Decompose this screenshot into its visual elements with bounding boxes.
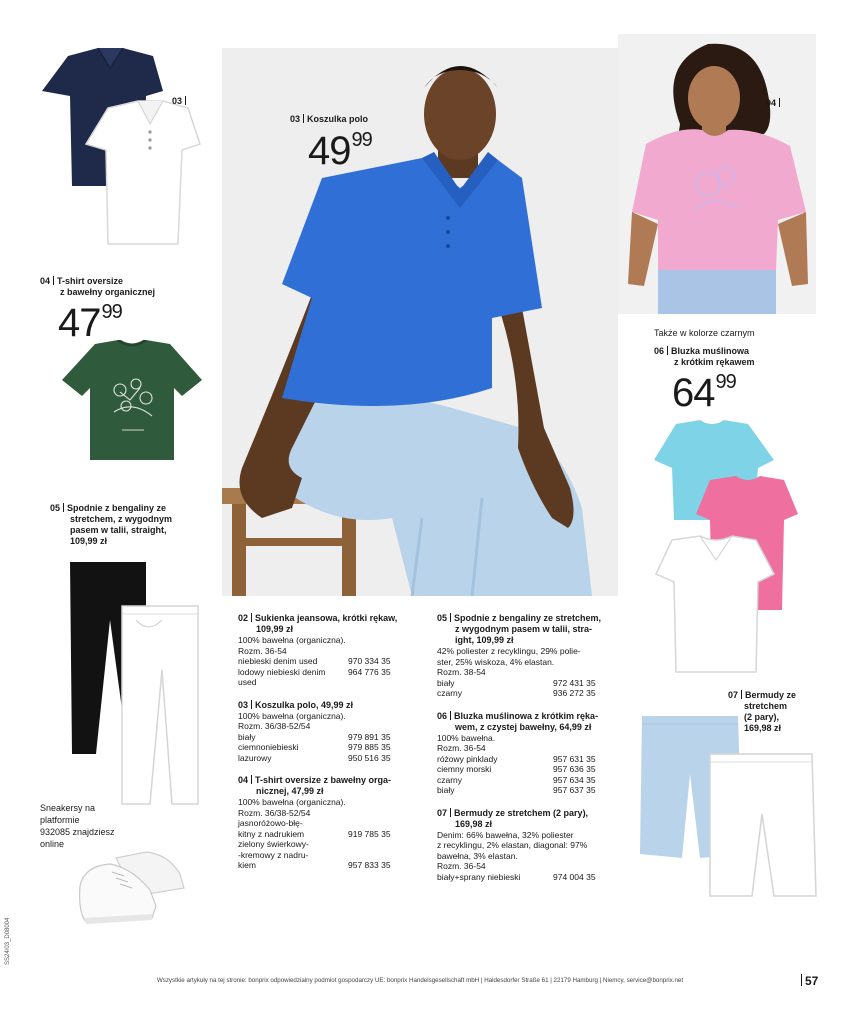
detail-03-title: 03 Koszulka polo, 49,99 zł xyxy=(238,699,354,710)
detail-02-title: 02 Sukienka jeansowa, krótki rękaw, xyxy=(238,613,398,623)
detail-06-size: Rozm. 36-54 xyxy=(437,743,486,753)
detail-05-title-2: z wygodnym pasem w talii, stra- xyxy=(455,624,593,634)
detail-row: czarny 936 272 35 xyxy=(437,688,596,698)
detail-07-title: 07 Bermudy ze stretchem (2 pary), xyxy=(437,807,589,818)
tshirt-label: 04 T-shirt oversize z bawełny organicznej xyxy=(40,276,156,297)
detail-07-material: Denim: 66% bawełna, 32% poliester xyxy=(437,829,574,840)
hero-label: 03 Koszulka polo xyxy=(290,114,369,124)
detail-06-price: wem, z czystej bawełny, 64,99 zł xyxy=(455,721,592,732)
detail-row: lodowy niebieski denim 964 776 35 xyxy=(238,666,391,677)
detail-row: ciemny morski 957 636 35 xyxy=(437,764,596,774)
detail-row: ciemnoniebieski 979 885 35 xyxy=(238,742,391,752)
bermudas-label: 07 Bermudy ze stretchem (2 pary), 169,98 zł xyxy=(728,690,797,733)
detail-row: biały 972 431 35 xyxy=(437,677,596,688)
detail-row: czarny 957 634 35 xyxy=(437,774,596,785)
detail-07-price: 169,98 zł xyxy=(455,818,493,829)
footer-legal-text: Wszystkie artykuły na tej stronie: bonprix odpowiedzialny podmiot gospodarczy UE: bonprix Handelsgesellschaft mbH | Haldesdorfer Straße 61 | 22179 Hamburg | Niemcy, service@bonprix.net xyxy=(156,977,684,984)
detail-02-price: 109,99 zł xyxy=(256,624,294,634)
hero-price: 4999 xyxy=(308,129,372,173)
detail-04-material: 100% bawełna (organiczna). xyxy=(238,797,346,807)
pants-label: 05 Spodnie z bengaliny ze stretchem, z wygodnym pasem w talii, straight, 109,99 zł xyxy=(50,503,173,546)
detail-row: lazurowy 950 516 35 xyxy=(238,752,391,763)
details-right-column xyxy=(437,613,615,882)
detail-03-material: 100% bawełna (organiczna). xyxy=(238,710,346,721)
detail-row: zielony świerkowy- xyxy=(238,839,309,849)
detail-07-material-2: z recyklingu, 2% elastan, diagonal: 97% xyxy=(437,840,588,850)
detail-row: biały 957 637 35 xyxy=(437,785,596,795)
page-number: 57 xyxy=(798,974,818,988)
detail-row: kiem 957 833 35 xyxy=(238,860,391,870)
detail-row: -kremowy z nadru- xyxy=(238,849,309,860)
detail-04-size: Rozm. 36/38-52/54 xyxy=(238,807,311,818)
polo-shirts-image xyxy=(38,46,208,256)
detail-06-title: 06 Bluzka muślinowa z krótkim ręka- xyxy=(437,710,599,721)
detail-row: kitny z nadrukiem 919 785 35 xyxy=(238,828,391,839)
detail-row: jasnoróżowo-błę- xyxy=(238,818,303,828)
blouse-label: 06 Bluzka muślinowa z krótkim rękawem xyxy=(654,346,755,367)
pants-image xyxy=(66,560,206,806)
detail-05-size: Rozm. 38-54 xyxy=(437,667,486,677)
green-tshirt-image xyxy=(60,340,205,462)
sneakers-image xyxy=(76,846,188,926)
blouse-price: 6499 xyxy=(672,371,736,415)
bermudas-image xyxy=(634,714,820,898)
blouses-image xyxy=(650,420,800,676)
detail-row: used xyxy=(238,677,257,687)
detail-04-price: nicznej, 47,99 zł xyxy=(256,786,324,796)
side-code: SS24/03_D08004 xyxy=(5,917,11,965)
details-left-column xyxy=(238,613,410,871)
detail-05-title: 05 Spodnie z bengaliny ze stretchem, xyxy=(437,613,602,623)
detail-02-size: Rozm. 36-54 xyxy=(238,645,287,656)
detail-03-size: Rozm. 36/38-52/54 xyxy=(238,721,311,731)
detail-07-material-3: bawełna, 3% elastan. xyxy=(437,850,518,861)
detail-05-material-2: ster, 25% wiskoza, 4% elastan. xyxy=(437,656,555,667)
detail-04-title: 04 T-shirt oversize z bawełny orga- xyxy=(238,775,392,785)
sneakers-note: Sneakersy na platformie 932085 znajdziesz online xyxy=(40,803,115,849)
tshirt-price: 4799 xyxy=(58,301,122,345)
detail-05-material: 42% poliester z recyklingu, 29% polie- xyxy=(437,646,581,656)
marker-04: 04 xyxy=(766,98,783,109)
detail-07-size: Rozm. 36-54 xyxy=(437,861,486,871)
detail-05-price: ight, 109,99 zł xyxy=(455,635,514,645)
pink-tshirt-photo xyxy=(618,34,816,314)
detail-row: niebieski denim used 970 334 35 xyxy=(238,656,391,666)
marker-03: 03 xyxy=(172,96,189,107)
detail-02-material: 100% bawełna (organiczna). xyxy=(238,635,346,645)
detail-row: biały+sprany niebieski 974 004 35 xyxy=(437,871,596,882)
detail-row: biały 979 891 35 xyxy=(238,731,391,742)
detail-row: różowy pinklady 957 631 35 xyxy=(437,753,596,764)
blouse-also-color: Także w kolorze czarnym xyxy=(654,328,755,338)
hero-polo-photo xyxy=(222,48,618,596)
detail-06-material: 100% bawełna. xyxy=(437,732,496,743)
